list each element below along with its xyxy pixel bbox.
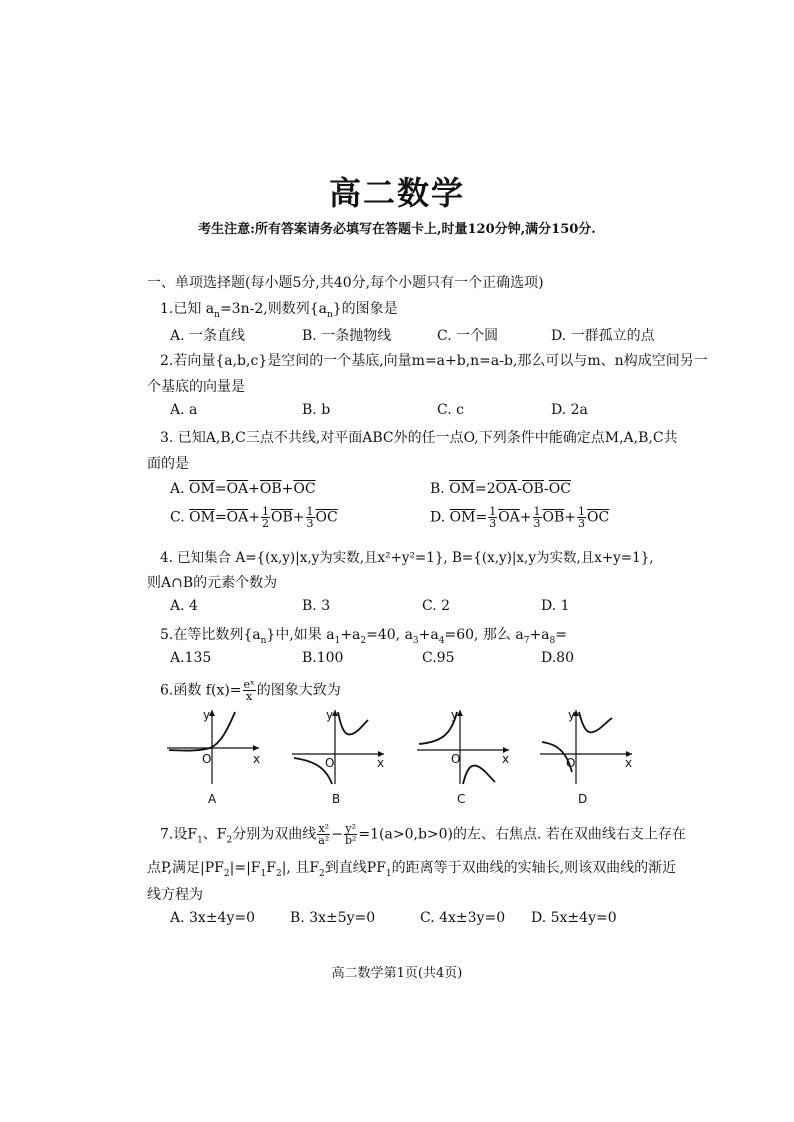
graph-a (165, 706, 265, 786)
q5-option-a: A.135 (170, 650, 212, 666)
question-2-line2: 个基底的向量是 (147, 379, 245, 395)
question-2-line1: 2.若向量{a,b,c}是空间的一个基底,向量m=a+b,n=a-b,那么可以与m、n构成空间另一 (160, 353, 708, 369)
graph-d-x-label: x (625, 756, 633, 770)
q1-option-d: D. 一群孤立的点 (551, 328, 655, 344)
q4-option-b: B. 3 (302, 598, 331, 614)
q5-option-b: B.100 (302, 650, 344, 666)
q7-option-b: B. 3x±5y=0 (290, 910, 376, 926)
graph-a-x-arrow (253, 745, 259, 751)
graph-d-y-label: y (568, 708, 576, 722)
graph-b (290, 706, 390, 786)
graph-d-origin: O (566, 756, 576, 770)
question-5-stem: 5.在等比数列$\{a_n\}$中,如果 $a_1+a_2=40$, $a_3+a_4=60$, 那么 $a_7+a_8=$ (160, 627, 567, 646)
q5-option-c: C.95 (422, 650, 455, 666)
question-7-line1: 7.设$F_1$、$F_2$分别为双曲线 $\frac{\text{x²}}{\text{a²}}$ − $\frac{\text{y²}}{\text{b²}}$ =1(a>0,b>0)的左、右焦点. 若在双曲线右支上存在 (160, 822, 686, 847)
graph-b-caption: B (332, 792, 341, 806)
q2-option-d: D. 2a (551, 402, 588, 418)
q1-option-c: C. 一个圆 (437, 328, 499, 344)
q2-option-b: B. b (302, 402, 331, 418)
page-footer: 高二数学第1页(共4页) (331, 966, 463, 981)
graph-c-right-branch (463, 766, 495, 784)
question-1-stem: 1.已知 $a_n=3n-2$,则数列$\{a_n\}$的图象是 (160, 301, 398, 320)
page-title: 高二数学 (328, 174, 465, 212)
graph-c-x-label: x (502, 752, 510, 766)
graph-d (538, 706, 638, 786)
q3-option-d: D. $\overline{OM}=$ $\frac{1}{3}$ $\overline{OA}+$ $\frac{1}{3}$ $\overline{OB}+$ $\frac{1}{3}$ $\overline{OC}$ (430, 505, 610, 530)
graph-b-right-branch (338, 712, 368, 734)
q4-option-c: C. 2 (422, 598, 451, 614)
q7-option-a: A. 3x±4y=0 (170, 910, 255, 926)
q3-option-c: C. $\overline{OM}=\overline{OA}+$ $\frac{1}{2}$ $\overline{OB}+$ $\frac{1}{3}$ $\overline{OC}$ (170, 505, 338, 530)
graph-d-right-branch (579, 712, 612, 732)
graph-a-curve (169, 712, 235, 751)
question-4-line1: 4. 已知集合 A={(x,y)|x,y为实数,且x²+y²=1}, B={(x,y)|x,y为实数,且x+y=1}, (160, 550, 654, 566)
q1-option-b: B. 一条抛物线 (302, 328, 392, 344)
graph-b-origin: O (325, 756, 335, 770)
graph-b-y-label: y (326, 708, 334, 722)
q3-option-a: A. $\overline{OM}=\overline{OA}+\overline{OB}+\overline{OC}$ (170, 481, 316, 497)
question-6-stem: 6.函数 f(x)= $\frac{\text{eˣ}}{x}$ 的图象大致为 (160, 678, 341, 703)
question-4-line2: 则A∩B的元素个数为 (147, 575, 278, 591)
q4-option-d: D. 1 (541, 598, 570, 614)
graph-c-y-label: y (451, 708, 459, 722)
question-3-line2: 面的是 (147, 456, 189, 472)
graph-a-x-label: x (253, 752, 261, 766)
section-heading: 一、单项选择题(每小题5分,共40分,每个小题只有一个正确选项) (147, 275, 544, 291)
graph-a-origin: O (202, 752, 212, 766)
exam-notice: 考生注意:所有答案请务必填写在答题卡上,时量120分钟,满分150分. (198, 222, 596, 237)
q4-option-a: A. 4 (170, 598, 198, 614)
question-3-line1: 3. 已知A,B,C三点不共线,对平面ABC外的任一点O,下列条件中能确定点M,A,B,C共 (160, 430, 678, 446)
graph-c (415, 706, 515, 786)
q7-option-d: D. 5x±4y=0 (531, 910, 617, 926)
q7-option-c: C. 4x±3y=0 (420, 910, 506, 926)
graph-c-origin: O (451, 752, 461, 766)
q2-option-c: C. c (437, 402, 464, 418)
graph-c-caption: C (457, 792, 466, 806)
question-7-line3: 线方程为 (147, 887, 203, 903)
q5-option-d: D.80 (541, 650, 574, 666)
graph-a-caption: A (208, 792, 217, 806)
q1-option-a: A. 一条直线 (170, 328, 246, 344)
question-7-line2: 点P,满足$|PF_2|=|F_1F_2|$, 且$F_2$到直线$PF_1$的距离等于双曲线的实轴长,则该双曲线的渐近 (147, 860, 677, 879)
graph-a-y-label: y (203, 708, 211, 722)
graph-b-x-label: x (377, 756, 385, 770)
graph-d-caption: D (578, 792, 588, 806)
q3-option-b: B. $\overline{OM}=2\overline{OA}-\overline{OB}-\overline{OC}$ (430, 481, 571, 497)
q2-option-a: A. a (170, 402, 198, 418)
